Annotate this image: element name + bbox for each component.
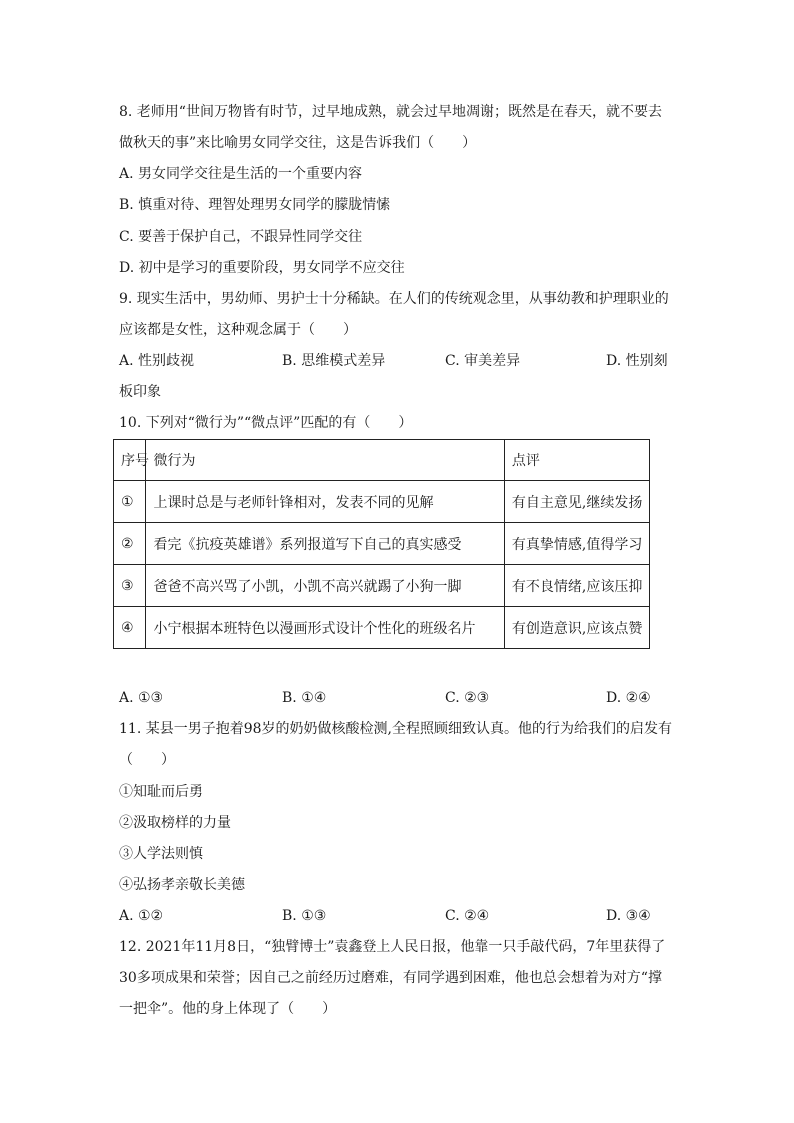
q11-option-a[interactable]: A. ①② (119, 908, 164, 924)
q10-table (113, 439, 650, 649)
table-row (114, 481, 650, 523)
q8-option-a[interactable]: A. 男女同学交往是生活的一个重要内容 (119, 166, 363, 182)
q11-statement-1: ①知耻而后勇 (119, 784, 203, 800)
q10-stem: 10. 下列对“微行为”“微点评”匹配的有（ ） (119, 415, 413, 431)
q12-stem-line3: 一把伞”。他的身上体现了（ ） (119, 1001, 337, 1017)
q9-stem-line1: 9. 现实生活中，男幼师、男护士十分稀缺。在人们的传统观念里，从事幼教和护理职业的 (119, 291, 669, 307)
q10-option-d[interactable]: D. ②④ (606, 690, 651, 706)
q11-statement-3: ③人学法则慎 (119, 846, 203, 862)
q8-stem-line2: 做秋天的事”来比喻男女同学交往，这是告诉我们（ ） (119, 135, 477, 151)
q8-stem-line1: 8. 老师用“世间万物皆有时节，过早地成熟，就会过早地凋谢；既然是在春天，就不要去 (119, 104, 662, 120)
table-header-row (114, 440, 650, 481)
table-row (114, 565, 650, 607)
q11-option-b[interactable]: B. ①③ (282, 908, 327, 924)
row-comment: 有真挚情感,值得学习 (504, 523, 649, 565)
q9-stem-line2: 应该都是女性，这种观念属于（ ） (119, 322, 357, 338)
q10-option-a[interactable]: A. ①③ (119, 690, 164, 706)
row-behavior: 小宁根据本班特色以漫画形式设计个性化的班级名片 (146, 607, 504, 649)
row-number: ③ (114, 565, 146, 607)
row-behavior: 看完《抗疫英雄谱》系列报道写下自己的真实感受 (146, 523, 504, 565)
header-cell-behavior: 微行为 (146, 440, 504, 481)
row-number: ② (114, 523, 146, 565)
q11-stem-line1: 11. 某县一男子抱着98岁的奶奶做核酸检测,全程照顾细致认真。他的行为给我们的启发有 (119, 721, 672, 737)
q11-option-c[interactable]: C. ②④ (445, 908, 490, 924)
q9-option-b[interactable]: B. 思维模式差异 (282, 353, 386, 369)
table-row (114, 523, 650, 565)
q10-option-b[interactable]: B. ①④ (282, 690, 327, 706)
q9-option-a[interactable]: A. 性别歧视 (119, 353, 195, 369)
q9-option-c[interactable]: C. 审美差异 (445, 353, 521, 369)
q11-stem-line2: （ ） (119, 752, 175, 768)
q11-option-d[interactable]: D. ③④ (606, 908, 651, 924)
q9-option-d-continued: 板印象 (119, 384, 161, 400)
header-cell-comment: 点评 (504, 440, 649, 481)
row-number: ④ (114, 607, 146, 649)
q11-statement-4: ④弘扬孝亲敬长美德 (119, 877, 245, 893)
row-comment: 有不良情绪,应该压抑 (504, 565, 649, 607)
q9-option-d[interactable]: D. 性别刻 (606, 353, 668, 369)
row-comment: 有自主意见,继续发扬 (504, 481, 649, 523)
q12-stem-line1: 12. 2021年11月8日，“独臂博士”袁鑫登上人民日报，他靠一只手敲代码，7年里获得了 (119, 939, 666, 955)
row-number: ① (114, 481, 146, 523)
table-row (114, 607, 650, 649)
row-behavior: 爸爸不高兴骂了小凯，小凯不高兴就踢了小狗一脚 (146, 565, 504, 607)
q8-option-d[interactable]: D. 初中是学习的重要阶段，男女同学不应交往 (119, 260, 405, 276)
row-behavior: 上课时总是与老师针锋相对，发表不同的见解 (146, 481, 504, 523)
header-cell-number: 序号 (114, 440, 146, 481)
q12-stem-line2: 30多项成果和荣誉；因自己之前经历过磨难，有同学遇到困难，他也总会想着为对方“撑 (119, 970, 662, 986)
q8-option-b[interactable]: B. 慎重对待、理智处理男女同学的朦胧情愫 (119, 197, 391, 213)
row-comment: 有创造意识,应该点赞 (504, 607, 649, 649)
q11-statement-2: ②汲取榜样的力量 (119, 815, 231, 831)
q8-option-c[interactable]: C. 要善于保护自己，不跟异性同学交往 (119, 229, 363, 245)
q10-option-c[interactable]: C. ②③ (445, 690, 490, 706)
